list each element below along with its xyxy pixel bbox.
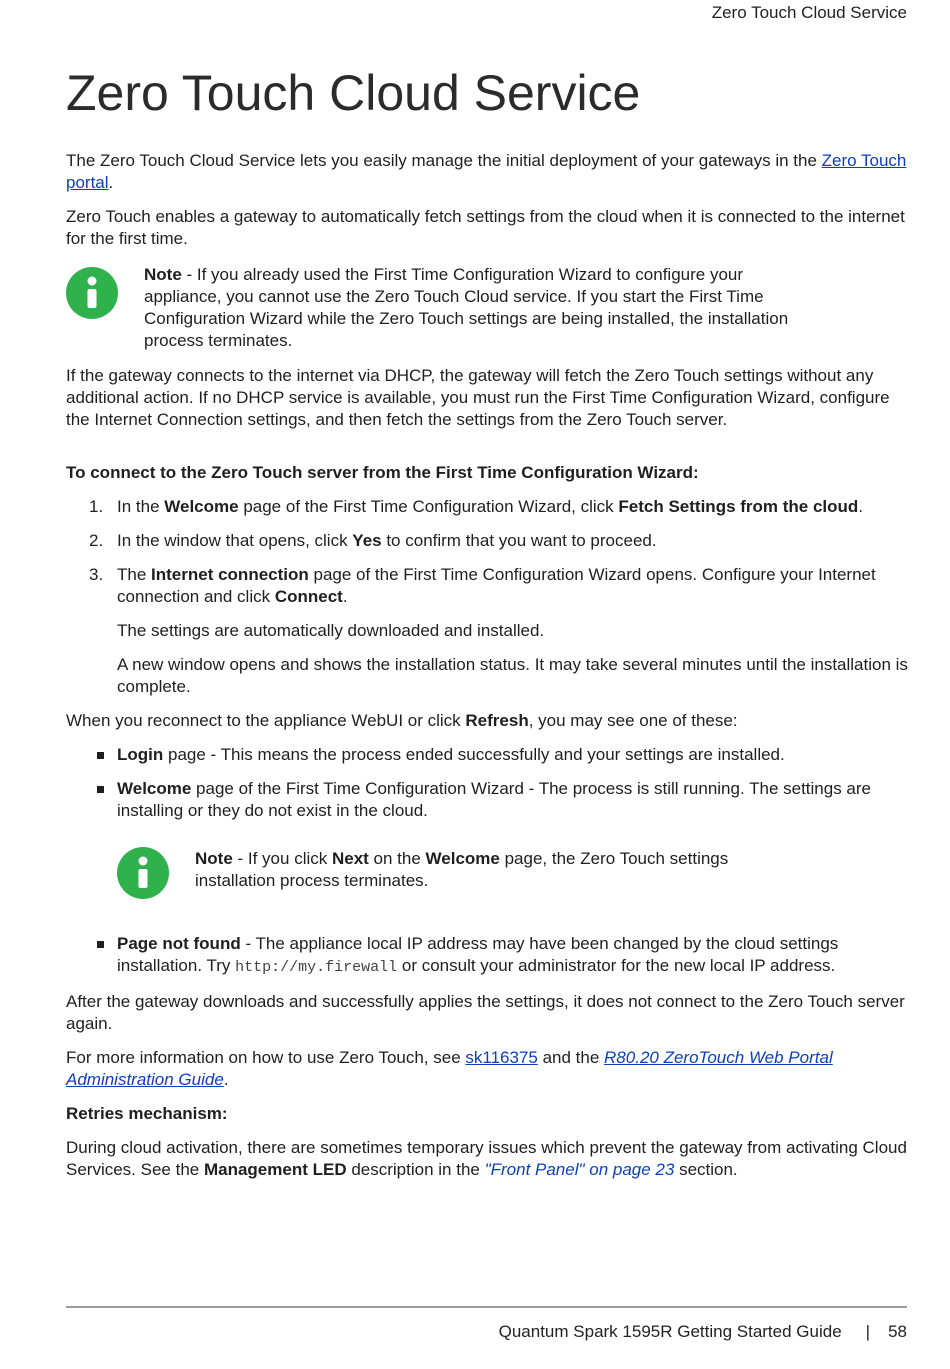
admin-guide-link[interactable]: R80.20 ZeroTouch Web Portal Administration Guide	[66, 1048, 833, 1089]
intro-text: The Zero Touch Cloud Service lets you easily manage the initial deployment of your gateways in the	[66, 151, 822, 170]
step-3-sub-1: The settings are automatically downloaded and installed.	[117, 621, 545, 640]
note-2-text: Note - If you click Next on the Welcome page, the Zero Touch settings installation process terminates.	[195, 849, 729, 890]
step-3-sub-2: A new window opens and shows the installation status. It may take several minutes until the installation is complete.	[117, 655, 908, 696]
intro-paragraph-1	[66, 150, 908, 194]
sk116375-link[interactable]: sk116375	[465, 1048, 538, 1067]
guide-title: Quantum Spark 1595R Getting Started Guide	[498, 1322, 842, 1341]
document-body	[66, 150, 908, 1181]
bullet-marker	[66, 778, 117, 822]
note-2	[117, 848, 908, 899]
intro-paragraph-2: Zero Touch enables a gateway to automatically fetch settings from the cloud when it is connected to the internet for the first time.	[66, 207, 905, 248]
page-number: 58	[888, 1322, 907, 1341]
bullet-text: Page not found - The appliance local IP address may have been changed by the cloud settings installation. Try http://my.firewall or consult your administrator for the new local IP address.	[117, 934, 839, 976]
outcome-list	[66, 744, 908, 822]
step-2	[66, 530, 908, 552]
note-1-text	[144, 264, 824, 352]
step-1	[66, 496, 908, 518]
info-icon	[66, 267, 118, 319]
step-number: 1.	[89, 497, 104, 516]
reconnect-paragraph: When you reconnect to the appliance WebUI or click Refresh, you may see one of these:	[66, 711, 738, 730]
running-header: Zero Touch Cloud Service	[711, 3, 907, 22]
more-info-paragraph: For more information on how to use Zero Touch, see sk116375 and the R80.20 ZeroTouch Web Portal Administration Guide.	[66, 1048, 833, 1089]
retries-heading: Retries mechanism:	[66, 1104, 228, 1123]
firewall-url: http://my.firewall	[235, 959, 398, 976]
retries-paragraph: During cloud activation, there are sometimes temporary issues which prevent the gateway from activating Cloud Services. See the Management LED description in the "Front Panel" on page 23 section.	[66, 1138, 907, 1179]
outcome-list-continued	[66, 933, 908, 979]
note-body: - If you already used the First Time Configuration Wizard to configure your appliance, you cannot use the Zero Touch Cloud service. If you start the First Time Configuration Wizard while the Zero Touch settings are being installed, the installation process terminates.	[144, 265, 789, 350]
step-text: In the Welcome page of the First Time Configuration Wizard, click Fetch Settings from the cloud.	[117, 497, 864, 516]
bullet-text: Login page - This means the process ended successfully and your settings are installed.	[117, 745, 785, 764]
page-footer	[499, 1322, 907, 1342]
procedure-steps	[66, 496, 908, 698]
outcome-page-not-found	[66, 933, 908, 979]
footer-separator: |	[865, 1322, 871, 1341]
step-3	[66, 564, 908, 698]
intro-end: .	[108, 173, 114, 192]
bullet-text: Welcome page of the First Time Configuration Wizard - The process is still running. The settings are installing or they do not exist in the cloud.	[117, 779, 872, 820]
footer-rule	[66, 1306, 907, 1308]
page-title: Zero Touch Cloud Service	[66, 65, 641, 121]
zero-touch-portal-link[interactable]: Zero Touch portal	[66, 151, 907, 192]
procedure-heading: To connect to the Zero Touch server from the First Time Configuration Wizard:	[66, 463, 699, 482]
bullet-marker	[66, 933, 117, 979]
note-label: Note	[144, 265, 182, 284]
after-paragraph: After the gateway downloads and successfully applies the settings, it does not connect to the Zero Touch server again.	[66, 992, 905, 1033]
dhcp-paragraph: If the gateway connects to the internet via DHCP, the gateway will fetch the Zero Touch settings without any additional action. If no DHCP service is available, you must run the First Time Configuration Wizard, configure the Internet Connection settings, and then fetch the settings from the Zero Touch server.	[66, 366, 890, 429]
step-number: 3.	[89, 565, 104, 584]
step-text: In the window that opens, click Yes to confirm that you want to proceed.	[117, 531, 657, 550]
front-panel-link[interactable]: "Front Panel" on page 23	[484, 1160, 675, 1179]
outcome-login	[66, 744, 908, 766]
outcome-welcome	[66, 778, 908, 822]
note-1	[66, 264, 908, 352]
step-text: The Internet connection page of the First Time Configuration Wizard opens. Configure your Internet connection and click Connect. The settings are automatically downloaded and installed. A new window opens and shows the installation status. It may take several minutes until the installation is complete.	[117, 565, 908, 696]
info-icon	[117, 847, 169, 899]
bullet-marker	[66, 744, 117, 766]
step-number: 2.	[89, 531, 104, 550]
